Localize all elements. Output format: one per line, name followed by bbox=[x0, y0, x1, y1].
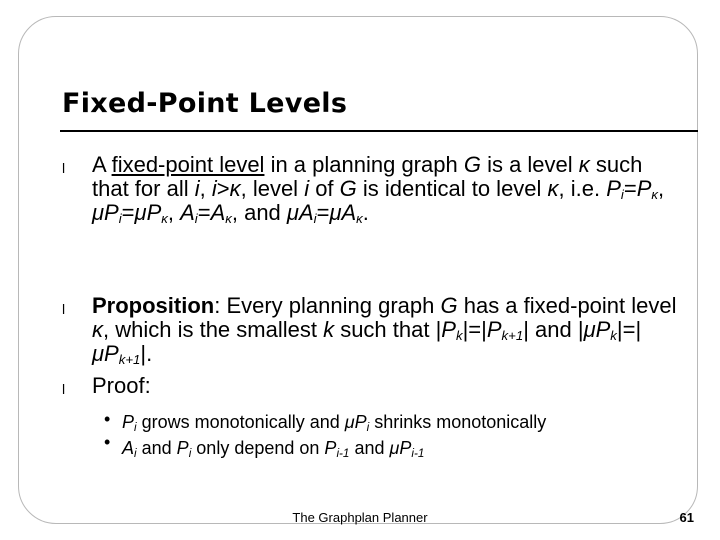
page-number: 61 bbox=[679, 510, 694, 525]
sub-bullet-marker-1: • bbox=[104, 409, 111, 429]
bullet-text-fixed-point-definition: A fixed-point level in a planning graph G is a level κ such that for all i, i>κ, level i of G is identical to level κ, i.e. $P_i=P_\kappa$, $\mu P_i=\mu P_\kappa$, $A_i=A_\kappa$, and $\mu A_i=\mu A_\kappa$. bbox=[92, 152, 665, 226]
bullet-text-proposition: Proposition: Every planning graph G has a fixed-point level κ, which is the smallest k such that $|P_k|=|P_{k+1}|$ and $|\mu P_k|=|\mu P_{k+1}|$. bbox=[92, 293, 677, 367]
bullet-marker-1: l bbox=[62, 160, 66, 176]
sub-bullet-text-dependency: $A_i$ and $P_i$ only depend on $P_{i-1}$ and $\mu P_{i-1}$ bbox=[122, 438, 425, 460]
slide-title: Fixed-Point Levels bbox=[62, 88, 348, 119]
sub-bullet-text-monotonic: $P_i$ grows monotonically and $\mu P_i$ shrinks monotonically bbox=[122, 412, 547, 434]
bullet-marker-3: l bbox=[62, 381, 66, 397]
title-underline bbox=[60, 130, 698, 132]
bullet-text-proof: Proof: bbox=[92, 373, 151, 398]
bullet-marker-2: l bbox=[62, 301, 66, 317]
sub-bullet-marker-2: • bbox=[104, 432, 111, 452]
slide-footer: The Graphplan Planner bbox=[292, 510, 428, 525]
